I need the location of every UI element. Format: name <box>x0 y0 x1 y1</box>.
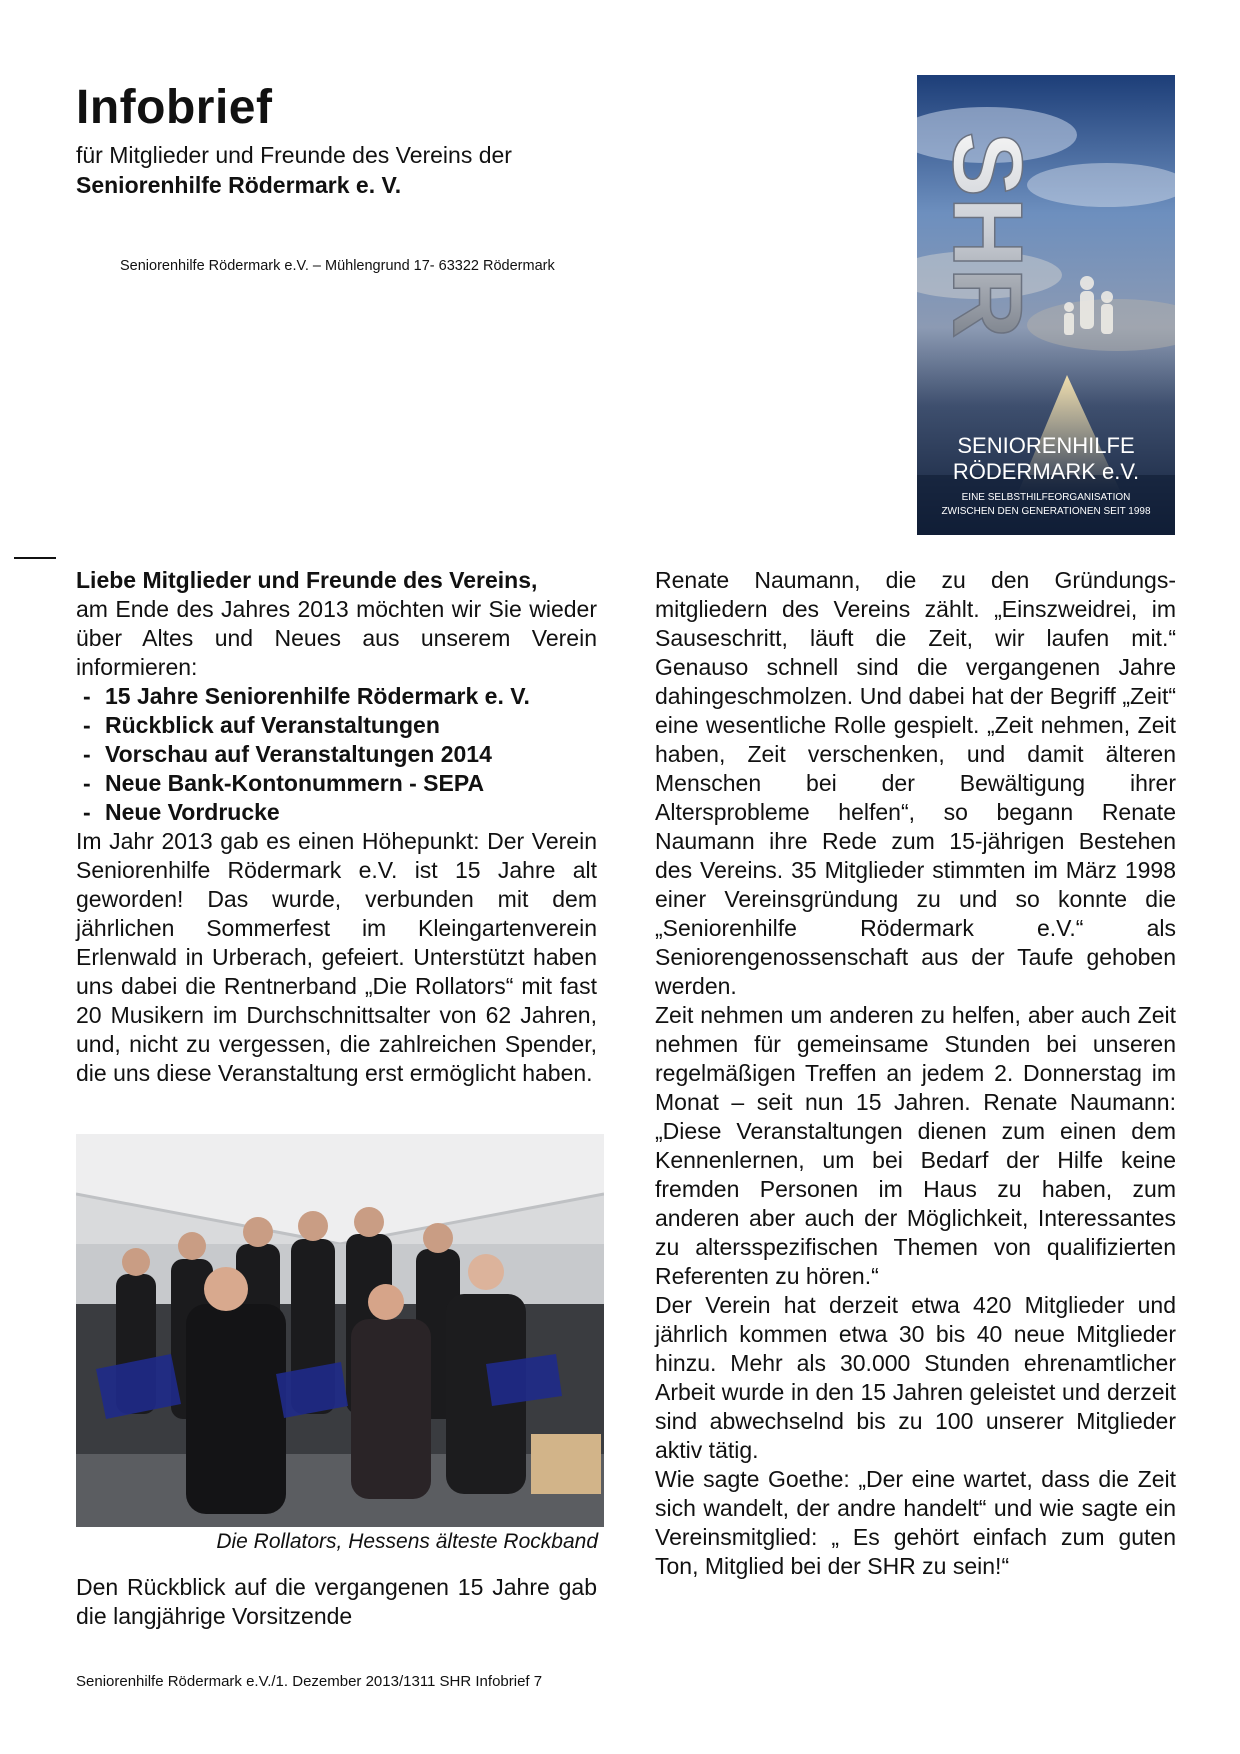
logo-tagline-1: EINE SELBSTHILFEORGANISATION <box>961 492 1131 503</box>
band-photo <box>76 1134 604 1527</box>
shr-logo <box>917 75 1175 535</box>
closing-paragraph: Den Rückblick auf die vergangenen 15 Jahre gab die langjährige Vorsitzende <box>76 1574 597 1629</box>
logo-tagline-2: ZWISCHEN DEN GENERATIONEN SEIT 1998 <box>941 506 1151 517</box>
list-item: - 15 Jahre Seniorenhilfe Rödermark e. V. <box>83 683 530 709</box>
subtitle-line-1: für Mitglieder und Freunde des Vereins der <box>76 142 512 168</box>
list-item: - Rückblick auf Veranstaltungen <box>83 712 440 738</box>
sender-address: Seniorenhilfe Rödermark e.V. – Mühlengrund 17- 63322 Rödermark <box>120 258 555 274</box>
right-column <box>655 566 1176 1581</box>
page-footer: Seniorenhilfe Rödermark e.V./1. Dezember 2013/1311 SHR Infobrief 7 <box>76 1673 543 1690</box>
list-item: - Neue Vordrucke <box>83 799 280 825</box>
list-item: - Neue Bank-Kontonummern - SEPA <box>83 770 485 796</box>
anniversary-paragraph: Im Jahr 2013 gab es einen Höhepunkt: Der Verein Seniorenhilfe Rödermark e.V. ist 15 Jahre alt geworden! Das wurde, verbunden mit dem jährlichen Sommerfest im Kleingartenverein Erlenwald in Urberach, gefeiert. Unterstützt haben uns dabei die Rentnerband „Die Rollators“ mit fast 20 Musikern im Durchschnittsalter von 62 Jahren, und, nicht zu vergessen, die zahlreichen Spender, die uns diese Veranstaltung erst ermöglicht haben. <box>76 828 597 1086</box>
topic-list <box>76 682 597 827</box>
photo-caption: Die Rollators, Hessens älteste Rockband <box>216 1530 598 1553</box>
subtitle-line-2: Seniorenhilfe Rödermark e. V. <box>76 172 402 198</box>
right-paragraph-2: Zeit nehmen um anderen zu helfen, aber auch Zeit nehmen für gemeinsame Stunden bei unseren regelmäßigen Treffen an jedem 2. Donnerstag im Monat – seit nun 15 Jahren. Renate Naumann: „Diese Veranstaltungen dienen zum einen dem Kennenlernen, um bei Bedarf der Hilfe keine fremden Personen im Haus zu haben, zum anderen aber auch der Möglichkeit, Interessantes zu altersspezifischen Themen von qualifizierten Referenten zu hören.“ <box>655 1002 1176 1289</box>
intro-paragraph: am Ende des Jahres 2013 möchten wir Sie wieder über Altes und Neues aus unserem Verein informieren: <box>76 596 597 680</box>
right-paragraph-4: Wie sagte Goethe: „Der eine wartet, dass die Zeit sich wandelt, der andre handelt“ und wie sagte ein Vereinsmitglied: „ Es gehört einfach zum guten Ton, Mitglied bei der SHR zu sein!“ <box>655 1466 1176 1579</box>
list-item: - Vorschau auf Veranstaltungen 2014 <box>83 741 492 767</box>
right-paragraph-1: Renate Naumann, die zu den Gründungsmitgliedern des Vereins zählt. „Einszweidrei, im Sauseschritt, läuft die Zeit, wir laufen mit.“ Genauso schnell sind die vergangenen Jahre dahingeschmolzen. Und dabei hat der Begriff „Zeit“ eine wesentliche Rolle gespielt. „Zeit nehmen, Zeit haben, Zeit verschenken, und damit älteren Menschen bei der Bewältigung ihrer Altersprobleme helfen“, so begann Renate Naumann ihre Rede zum 15-jährigen Bestehen des Vereins. 35 Mitglieder stimmten im März 1998 einer Vereinsgründung zu und so konnte die „Seniorenhilfe Rödermark e.V.“ als Seniorengenossenschaft aus der Taufe gehoben werden. <box>655 567 1176 999</box>
logo-name-line-2: RÖDERMARK e.V. <box>952 459 1140 484</box>
logo-name-line-1: SENIORENHILFE <box>957 433 1135 458</box>
left-column <box>76 566 597 1088</box>
greeting: Liebe Mitglieder und Freunde des Vereins, <box>76 567 538 593</box>
page-title: Infobrief <box>76 81 273 134</box>
shr-logo-graphic <box>917 75 1175 535</box>
fold-mark <box>14 557 56 559</box>
right-paragraph-3: Der Verein hat derzeit etwa 420 Mitglieder und jährlich kommen etwa 30 bis 40 neue Mitglieder hinzu. Mehr als 30.000 Stunden ehrenamtlicher Arbeit wurde in den 15 Jahren geleistet und derzeit sind abwechselnd bis zu 100 unserer Mitglieder aktiv tätig. <box>655 1292 1176 1463</box>
band-photo-graphic <box>76 1134 604 1527</box>
shr-letters: SHR <box>933 131 1043 339</box>
